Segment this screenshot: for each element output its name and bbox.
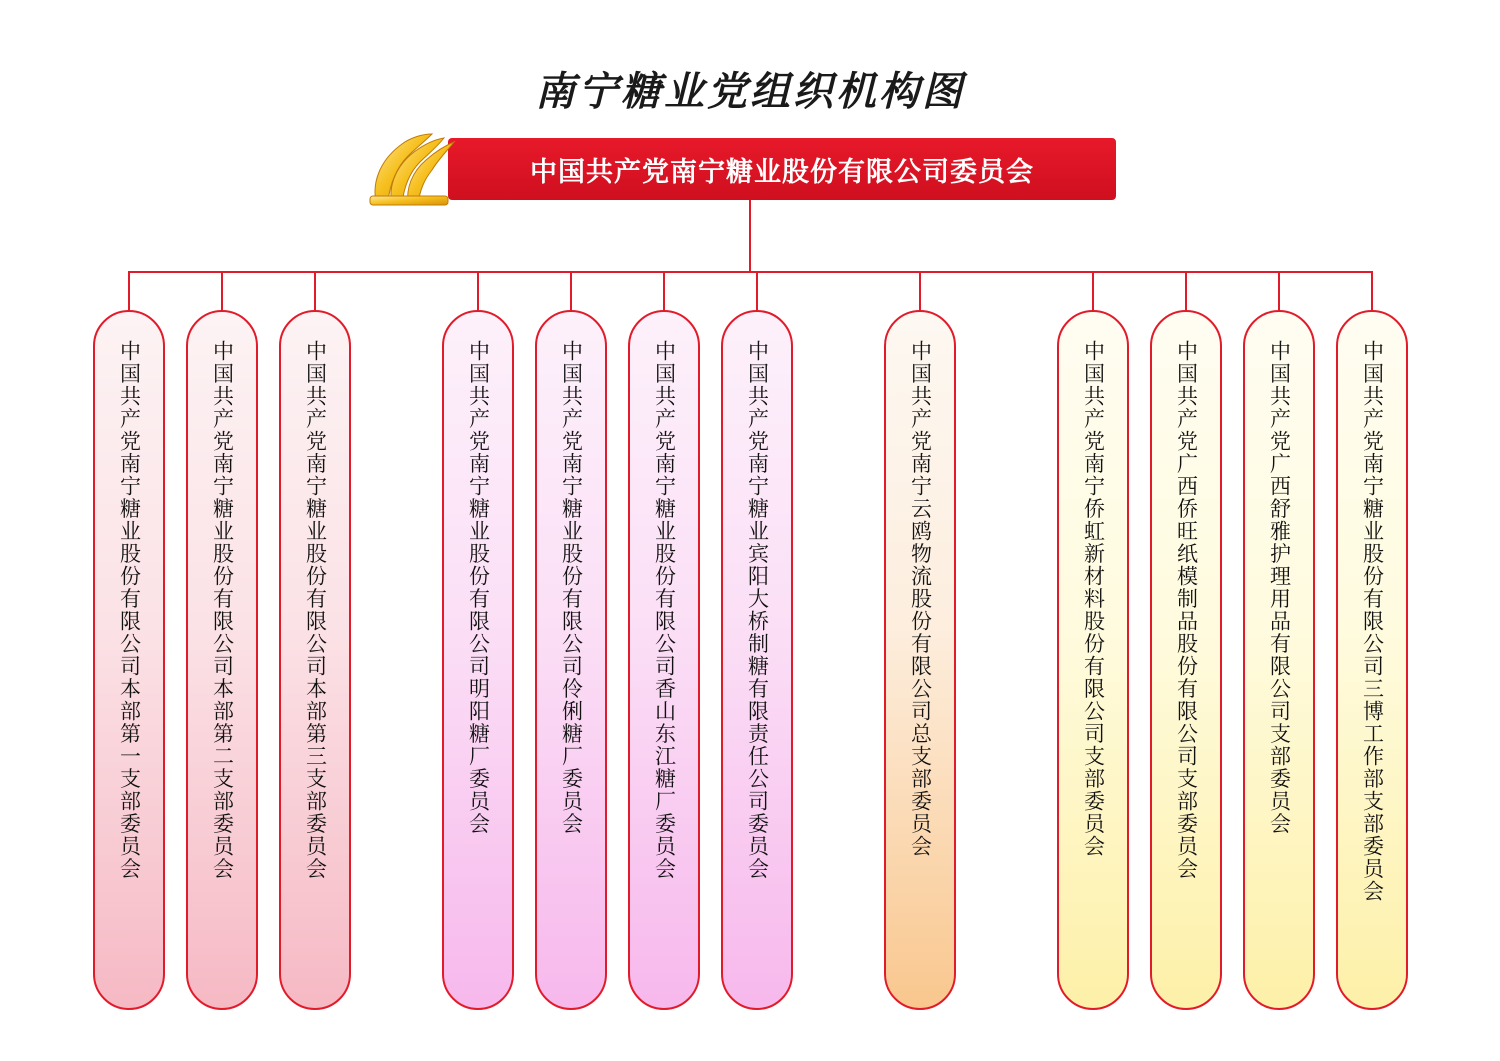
org-node-label: 中国共产党广西舒雅护理用品有限公司支部委员会 <box>1267 340 1291 835</box>
org-node-3[interactable] <box>279 310 351 1010</box>
org-node-label: 中国共产党南宁糖业股份有限公司本部第一支部委员会 <box>117 340 141 880</box>
connector-trunk <box>749 200 751 272</box>
org-node-10[interactable] <box>1150 310 1222 1010</box>
connector-drop-8 <box>919 271 921 311</box>
connector-drop-1 <box>128 271 130 311</box>
connector-drop-11 <box>1278 271 1280 311</box>
org-node-label: 中国共产党广西侨旺纸模制品股份有限公司支部委员会 <box>1174 340 1198 880</box>
org-node-label: 中国共产党南宁糖业宾阳大桥制糖有限责任公司委员会 <box>745 340 769 880</box>
connector-drop-4 <box>477 271 479 311</box>
org-node-11[interactable] <box>1243 310 1315 1010</box>
org-node-label: 中国共产党南宁糖业股份有限公司伶俐糖厂委员会 <box>559 340 583 835</box>
org-node-label: 中国共产党南宁糖业股份有限公司本部第二支部委员会 <box>210 340 234 880</box>
org-node-label: 中国共产党南宁糖业股份有限公司香山东江糖厂委员会 <box>652 340 676 880</box>
root-node[interactable] <box>348 138 1116 200</box>
org-node-8[interactable] <box>884 310 956 1010</box>
connector-drop-7 <box>756 271 758 311</box>
page-title: 南宁糖业党组织机构图 <box>535 69 965 114</box>
org-node-label: 中国共产党南宁侨虹新材料股份有限公司支部委员会 <box>1081 340 1105 858</box>
connector-drop-5 <box>570 271 572 311</box>
root-node-label: 中国共产党南宁糖业股份有限公司委员会 <box>530 156 1034 187</box>
connector-drop-9 <box>1092 271 1094 311</box>
org-node-12[interactable] <box>1336 310 1408 1010</box>
org-node-label: 中国共产党南宁糖业股份有限公司本部第三支部委员会 <box>303 340 327 880</box>
org-node-7[interactable] <box>721 310 793 1010</box>
party-emblem-icon <box>354 128 464 210</box>
org-node-label: 中国共产党南宁糖业股份有限公司明阳糖厂委员会 <box>466 340 490 835</box>
org-node-label: 中国共产党南宁糖业股份有限公司三博工作部支部委员会 <box>1360 340 1384 903</box>
connector-drop-10 <box>1185 271 1187 311</box>
org-node-1[interactable] <box>93 310 165 1010</box>
connector-drop-6 <box>663 271 665 311</box>
connector-drop-3 <box>314 271 316 311</box>
org-node-2[interactable] <box>186 310 258 1010</box>
connector-drop-12 <box>1371 271 1373 311</box>
org-node-9[interactable] <box>1057 310 1129 1010</box>
org-node-6[interactable] <box>628 310 700 1010</box>
root-node-bar[interactable] <box>448 138 1116 200</box>
org-node-4[interactable] <box>442 310 514 1010</box>
org-node-5[interactable] <box>535 310 607 1010</box>
org-node-label: 中国共产党南宁云鸥物流股份有限公司总支部委员会 <box>908 340 932 858</box>
connector-drop-2 <box>221 271 223 311</box>
